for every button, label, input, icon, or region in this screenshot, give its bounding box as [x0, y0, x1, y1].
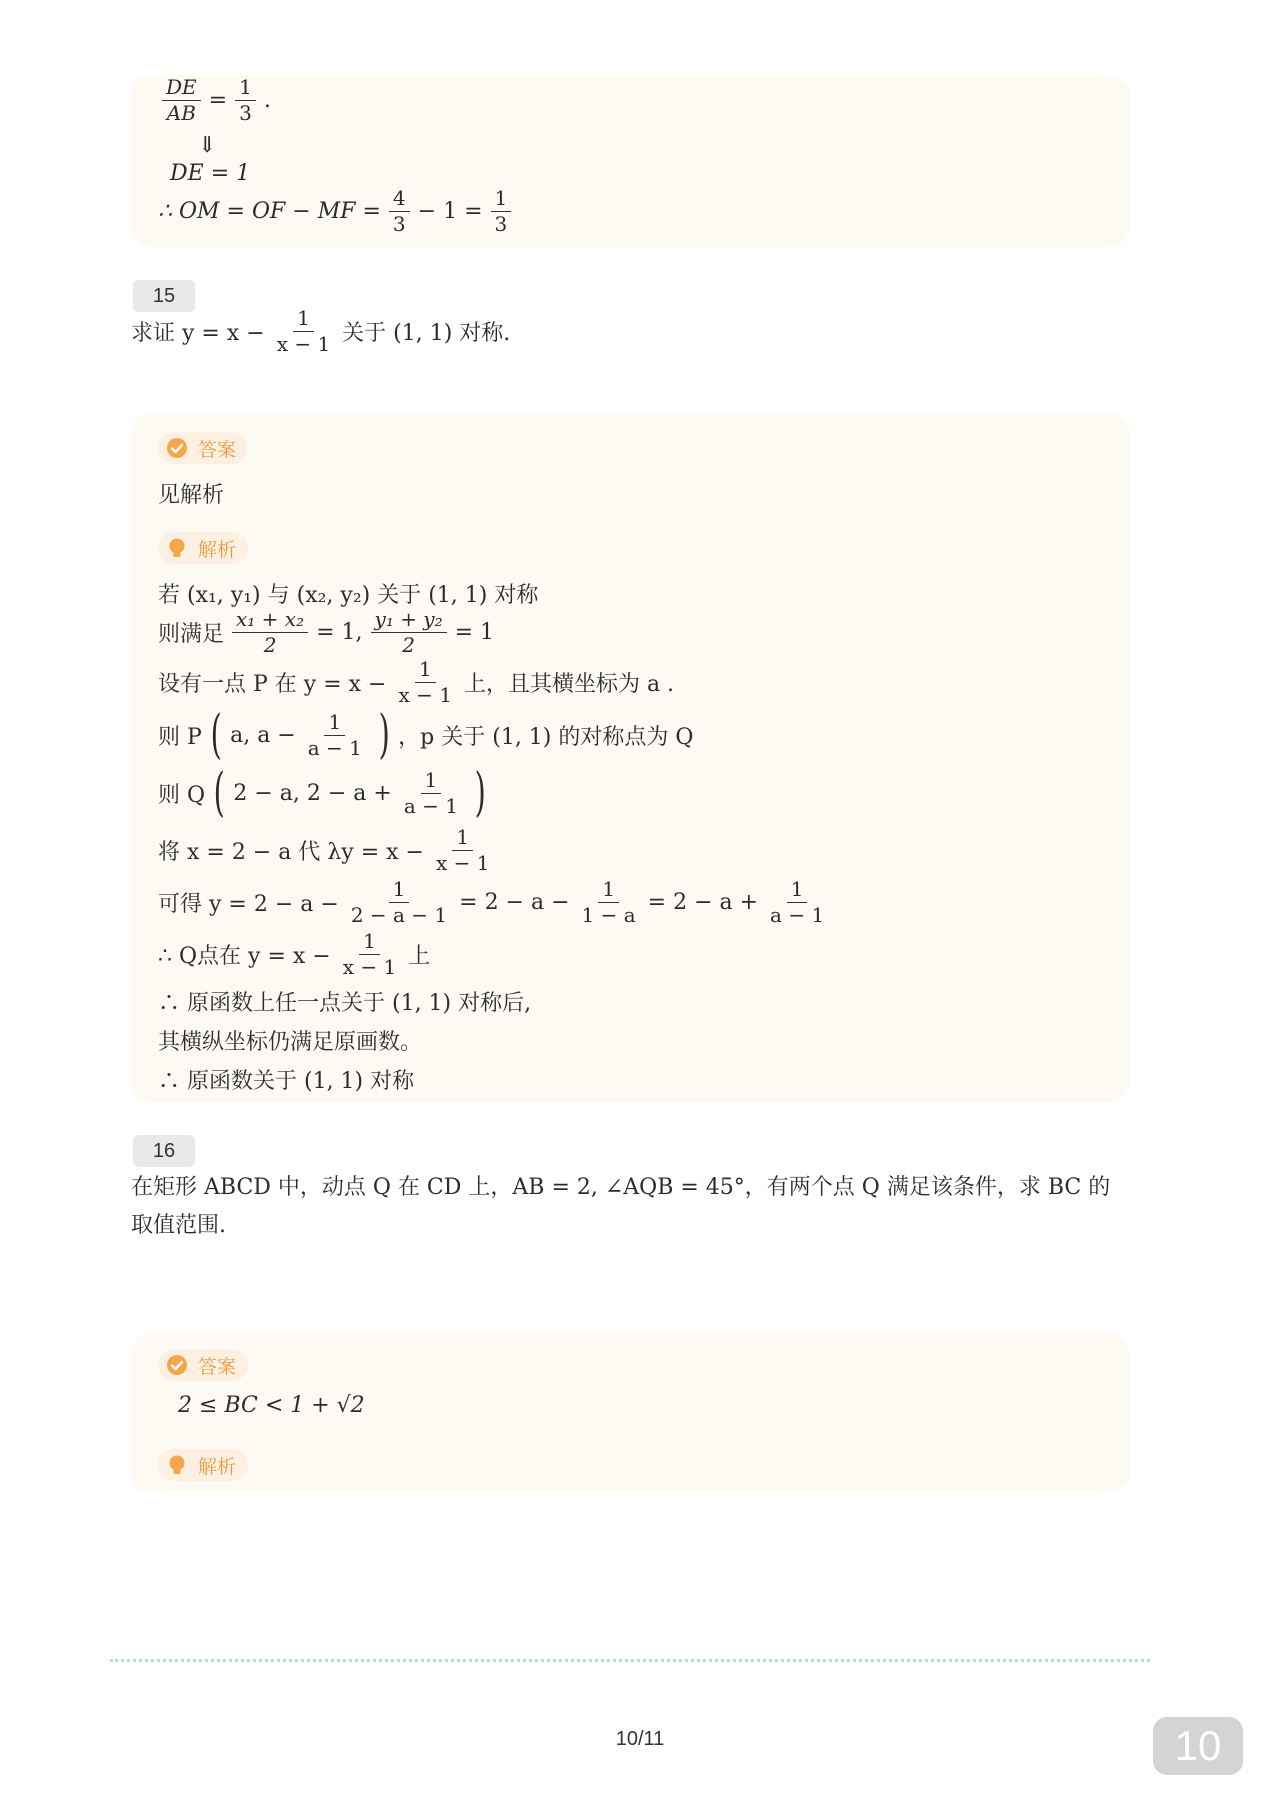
analysis-line-2: 则满足 $\frac{\text{x₁ + x₂}}{2}$ = 1, $\frac{\text{y₁ + y₂}}{2}$ = 1: [158, 607, 495, 657]
analysis-line-3: 设有一点 P 在 y = x − $\frac{1}{x - 1}$ 上，且其横坐标为 a .: [158, 657, 675, 707]
analysis-line-4: 则 P ( a, a − $\frac{1}{a - 1}$ ) ，p 关于 (1, 1) 的对称点为 Q: [158, 705, 694, 765]
analysis-line-10: 其横纵坐标仍满足原画数。: [158, 1030, 423, 1055]
analysis-line-8: ∴ Q点在 y = x − $\frac{1}{x - 1}$ 上: [158, 929, 431, 979]
fraction-q-on-curve: $\frac{1}{x - 1}$: [342, 929, 397, 979]
question-15-text: 求证 y = x − $\frac{1}{x - 1}$ 关于 (1, 1) 对称.: [131, 306, 511, 356]
answer-tag: 答案: [158, 432, 248, 464]
fraction-q-coordinate: $\frac{1}{a - 1}$: [403, 767, 458, 818]
solution-card-16: [130, 1333, 1130, 1493]
analysis-line-6: 将 x = 2 − a 代 λy = x − $\frac{1}{x - 1}$: [158, 827, 497, 874]
lightbulb-icon: [166, 1454, 188, 1476]
check-circle-icon: [166, 1354, 188, 1376]
question-15-fraction: $\frac{1}{x - 1}$: [276, 306, 331, 356]
fraction-y-sum: $\frac{\text{y₁ + y₂}}{2}$: [371, 609, 447, 656]
fraction-step-1: $\frac{1}{2 - a - 1}$: [350, 877, 448, 927]
analysis-line-5: 则 Q ( 2 − a, 2 − a + $\frac{1}{a - 1}$ ): [158, 763, 486, 823]
analysis-line-11: ∴ 原函数关于 (1, 1) 对称: [158, 1069, 415, 1094]
fraction-x-sum: $\frac{\text{x₁ + x₂}}{2}$: [232, 609, 308, 656]
fraction-step-2: $\frac{1}{1 - a}$: [581, 877, 636, 927]
question-number-16: 16: [133, 1135, 195, 1167]
fraction-four-thirds: $\frac{4}{3}$: [389, 188, 410, 235]
fraction-one-over-x-minus-1: $\frac{1}{x - 1}$: [398, 657, 452, 707]
question-16-line-1: 在矩形 ABCD 中，动点 Q 在 CD 上，AB = 2, ∠AQB = 45°，有两个点 Q 满足该条件，求 BC 的: [131, 1175, 1111, 1200]
ratio-line: $\frac{DE}{AB}$ = $\frac{1}{3}$ .: [158, 77, 271, 124]
fraction-de-ab: $\frac{DE}{AB}$: [162, 77, 201, 124]
analysis-line-7: 可得 y = 2 − a − $\frac{1}{2 - a - 1}$ = 2 − a − $\frac{1}{1 - a}$ = 2 − a + $\frac{1}{a - 1}$: [158, 879, 832, 926]
solution-card-14-continued: [130, 75, 1130, 247]
question-number-15: 15: [133, 280, 195, 312]
fraction-one-over-a-minus-1: $\frac{1}{a - 1}$: [307, 709, 362, 760]
fraction-one-third: $\frac{1}{3}$: [235, 77, 256, 124]
de-equals-line: DE = 1: [170, 161, 251, 186]
analysis-tag: 解析: [158, 1449, 248, 1481]
analysis-tag: 解析: [158, 532, 248, 564]
om-line: ∴ OM = OF − MF = $\frac{4}{3}$ − 1 = $\frac{1}{3}$: [158, 188, 515, 235]
solution-card-15: [130, 412, 1130, 1102]
fraction-substitute: $\frac{1}{x - 1}$: [435, 825, 490, 875]
check-circle-icon: [166, 437, 188, 459]
page-divider: [110, 1659, 1150, 1662]
implies-arrow: ⇓: [198, 133, 217, 158]
analysis-line-9: ∴ 原函数上任一点关于 (1, 1) 对称后,: [158, 991, 532, 1016]
answer-range: 2 ≤ BC < 1 + √2: [178, 1393, 365, 1418]
fraction-one-third-result: $\frac{1}{3}$: [491, 188, 512, 235]
page-badge: 10: [1153, 1717, 1243, 1775]
fraction-step-3: $\frac{1}{a - 1}$: [770, 877, 825, 927]
answer-text: 见解析: [158, 483, 225, 508]
question-16-line-2: 取值范围.: [131, 1213, 226, 1238]
answer-tag: 答案: [158, 1349, 248, 1381]
page-indicator: 10/11: [615, 1728, 665, 1750]
analysis-line-1: 若 (x₁, y₁) 与 (x₂, y₂) 关于 (1, 1) 对称: [158, 583, 539, 608]
lightbulb-icon: [166, 537, 188, 559]
